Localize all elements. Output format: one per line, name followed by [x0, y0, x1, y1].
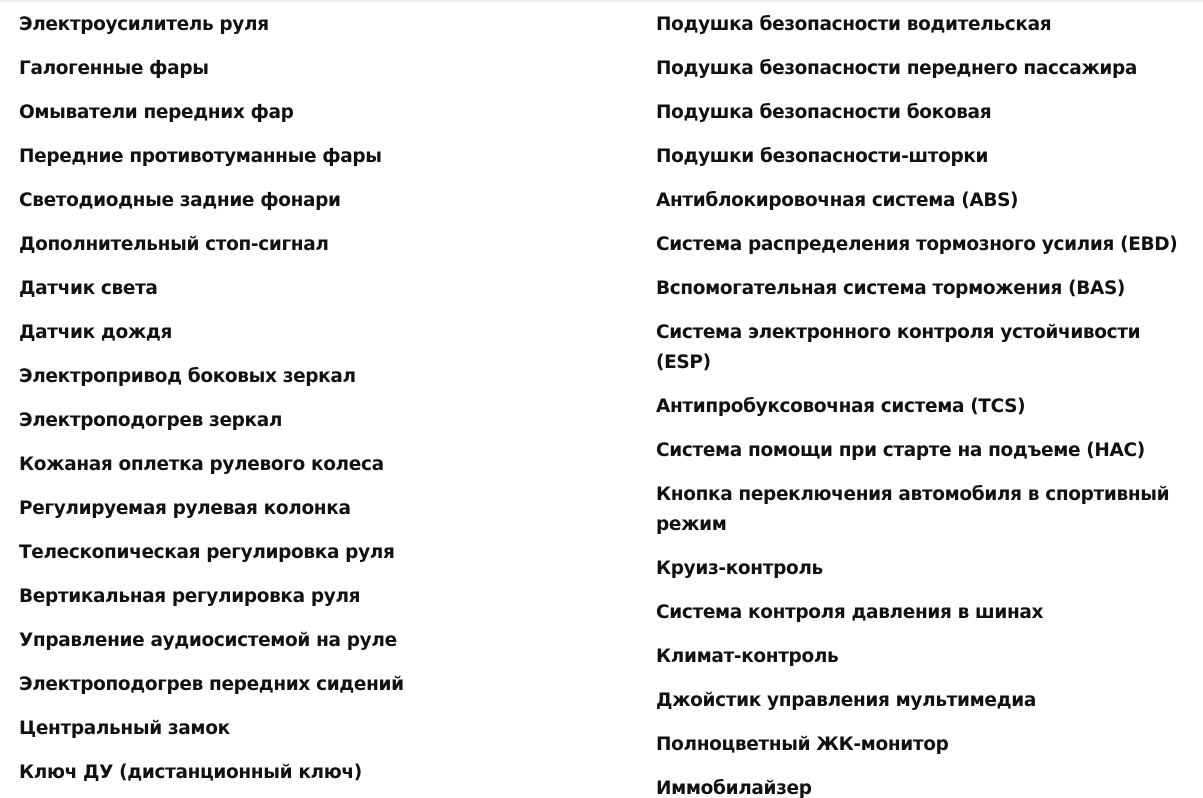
feature-item: Полноцветный ЖК-монитор — [656, 734, 949, 755]
feature-item: Электроподогрев передних сидений — [19, 674, 404, 695]
feature-item: Джойстик управления мультимедиа — [656, 690, 1036, 711]
feature-item: Подушка безопасности переднего пассажира — [656, 58, 1138, 79]
feature-item: Датчик света — [19, 278, 158, 299]
left-feature-column — [19, 10, 629, 798]
feature-item: Вспомогательная система торможения (BAS) — [656, 278, 1126, 299]
feature-item: Кожаная оплетка рулевого колеса — [19, 454, 384, 475]
feature-item: Галогенные фары — [19, 58, 209, 79]
feature-item: Система помощи при старте на подъеме (HAC) — [656, 440, 1145, 461]
feature-item: Электроподогрев зеркал — [19, 410, 283, 431]
feature-item: Антиблокировочная система (ABS) — [656, 190, 1019, 211]
feature-item: Дополнительный стоп-сигнал — [19, 234, 329, 255]
feature-item: Система электронного контроля устойчивости (ESP) — [656, 322, 1141, 373]
feature-item: Иммобилайзер — [656, 778, 812, 798]
feature-item: Центральный замок — [19, 718, 230, 739]
right-feature-column — [656, 10, 1196, 798]
feature-item: Телескопическая регулировка руля — [19, 542, 395, 563]
feature-item: Омыватели передних фар — [19, 102, 294, 123]
feature-item: Антипробуксовочная система (TCS) — [656, 396, 1026, 417]
feature-item: Подушки безопасности-шторки — [656, 146, 989, 167]
feature-item: Подушка безопасности боковая — [656, 102, 992, 123]
feature-item: Кнопка переключения автомобиля в спортивный режим — [656, 484, 1170, 535]
feature-item: Электропривод боковых зеркал — [19, 366, 356, 387]
feature-item: Электроусилитель руля — [19, 14, 269, 35]
feature-item: Ключ ДУ (дистанционный ключ) — [19, 762, 362, 783]
feature-item: Круиз-контроль — [656, 558, 823, 579]
feature-item: Передние противотуманные фары — [19, 146, 382, 167]
feature-item: Управление аудиосистемой на руле — [19, 630, 397, 651]
feature-item: Вертикальная регулировка руля — [19, 586, 361, 607]
feature-item: Климат-контроль — [656, 646, 839, 667]
feature-item: Датчик дождя — [19, 322, 173, 343]
feature-item: Регулируемая рулевая колонка — [19, 498, 351, 519]
feature-item: Система распределения тормозного усилия (EBD) — [656, 234, 1178, 255]
feature-item: Подушка безопасности водительская — [656, 14, 1052, 35]
feature-item: Светодиодные задние фонари — [19, 190, 341, 211]
feature-item: Система контроля давления в шинах — [656, 602, 1044, 623]
